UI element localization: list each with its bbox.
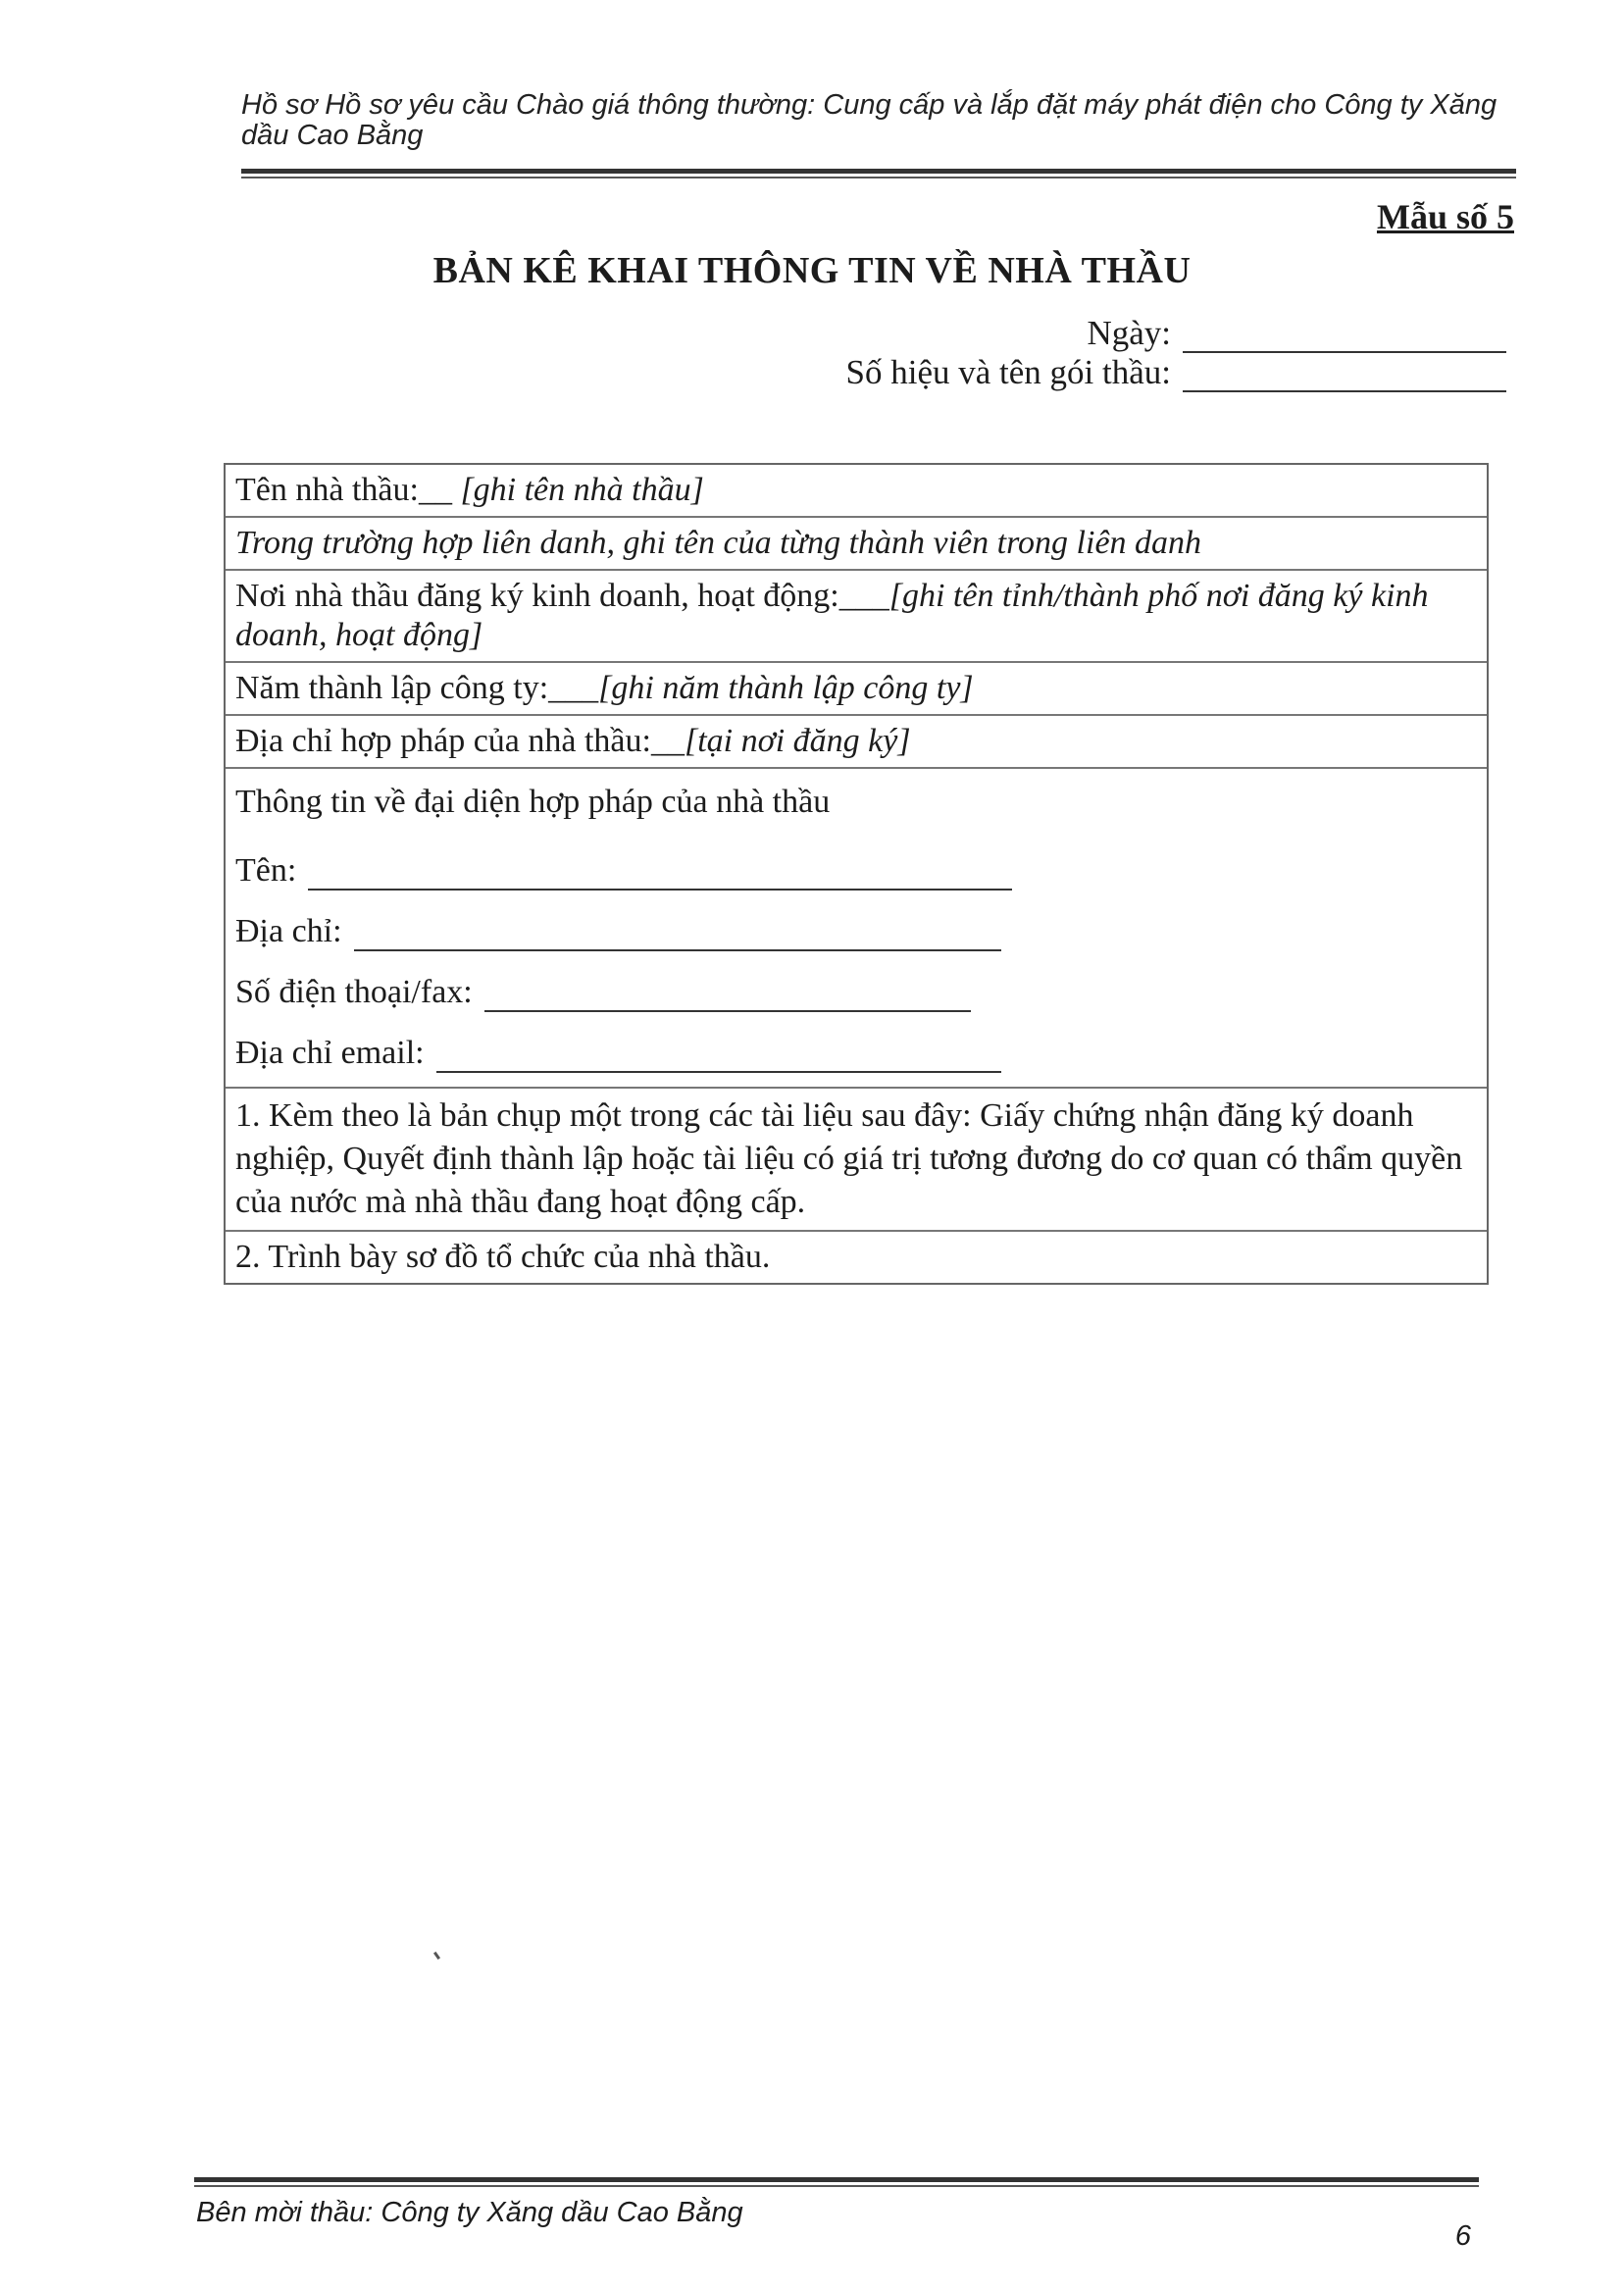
legal-address-blank: __: [650, 723, 685, 759]
package-line: [846, 353, 1506, 392]
rep-name-blank: [308, 859, 1012, 891]
table-row-representative: [226, 769, 1487, 1089]
header-rule-thin: [241, 177, 1516, 178]
document-header: Hồ sơ Hồ sơ yêu cầu Chào giá thông thường: Cung cấp và lắp đặt máy phát điện cho Công ty Xăng dầu Cao Bằng: [241, 89, 1497, 151]
legal-address-label: Địa chỉ hợp pháp của nhà thầu:: [235, 723, 651, 759]
date-line: [1087, 314, 1506, 353]
registration-label: Nơi nhà thầu đăng ký kinh doanh, hoạt động:: [235, 578, 839, 614]
document-title: BẢN KÊ KHAI THÔNG TIN VỀ NHÀ THẦU: [432, 250, 1192, 291]
contractor-name-blank: __: [418, 472, 452, 508]
rep-address-label: Địa chỉ:: [235, 913, 342, 949]
rep-phone-label: Số điện thoại/fax:: [235, 974, 473, 1010]
contractor-name-label: Tên nhà thầu:: [235, 472, 419, 508]
legal-address-hint: [tại nơi đăng ký]: [684, 723, 911, 759]
package-label: Số hiệu và tên gói thầu:: [845, 353, 1171, 391]
attachment-2-text: 2. Trình bày sơ đồ tổ chức của nhà thầu.: [235, 1239, 771, 1275]
registration-hint: [ghi tên tỉnh/thành phố nơi đăng ký kinh doanh, hoạt động]: [235, 578, 1429, 653]
rep-phone-blank: [484, 981, 971, 1012]
contractor-name-hint: [ghi tên nhà thầu]: [460, 472, 704, 508]
date-label: Ngày:: [1087, 314, 1171, 352]
table-row-attachment-1: [226, 1089, 1487, 1232]
founding-year-blank: ___: [548, 670, 599, 706]
footer-rule-thin: [194, 2185, 1479, 2187]
package-blank: [1183, 361, 1506, 392]
rep-email-label: Địa chỉ email:: [235, 1035, 425, 1071]
rep-name-label: Tên:: [235, 852, 297, 889]
scan-speck: [433, 1952, 440, 1960]
registration-blank: ___: [838, 578, 889, 614]
rep-address-line: [235, 891, 1479, 951]
table-row-joint-venture: [226, 518, 1487, 571]
header-rule-thick: [241, 169, 1516, 174]
rep-address-blank: [354, 920, 1001, 951]
attachment-1-text: 1. Kèm theo là bản chụp một trong các tài liệu sau đây: Giấy chứng nhận đăng ký doanh nghiệp, Quyết định thành lập hoặc tài liệu có giá trị tương đương do cơ quan có thẩm quyền của nước mà nhà thầu đang hoạt động cấp.: [235, 1097, 1463, 1220]
representative-heading: Thông tin về đại diện hợp pháp của nhà thầu: [235, 784, 831, 820]
rep-email-blank: [436, 1042, 1001, 1073]
founding-year-label: Năm thành lập công ty:: [235, 670, 549, 706]
date-blank: [1183, 322, 1506, 353]
contractor-info-table: [224, 463, 1489, 1285]
rep-phone-line: [235, 951, 1479, 1012]
rep-email-line: [235, 1012, 1479, 1073]
table-row-contractor-name: [226, 465, 1487, 518]
table-row-legal-address: [226, 716, 1487, 769]
founding-year-hint: [ghi năm thành lập công ty]: [598, 670, 974, 706]
footer-rule-thick: [194, 2177, 1479, 2182]
page-number: 6: [1454, 2220, 1471, 2252]
rep-name-line: [235, 830, 1479, 891]
table-row-attachment-2: [226, 1232, 1487, 1283]
table-row-founding-year: [226, 663, 1487, 716]
table-row-registration: [226, 571, 1487, 663]
joint-venture-note: Trong trường hợp liên danh, ghi tên của từng thành viên trong liên danh: [235, 525, 1202, 561]
footer-text: Bên mời thầu: Công ty Xăng dầu Cao Bằng: [196, 2197, 743, 2228]
form-number: Mẫu số 5: [1376, 197, 1514, 236]
